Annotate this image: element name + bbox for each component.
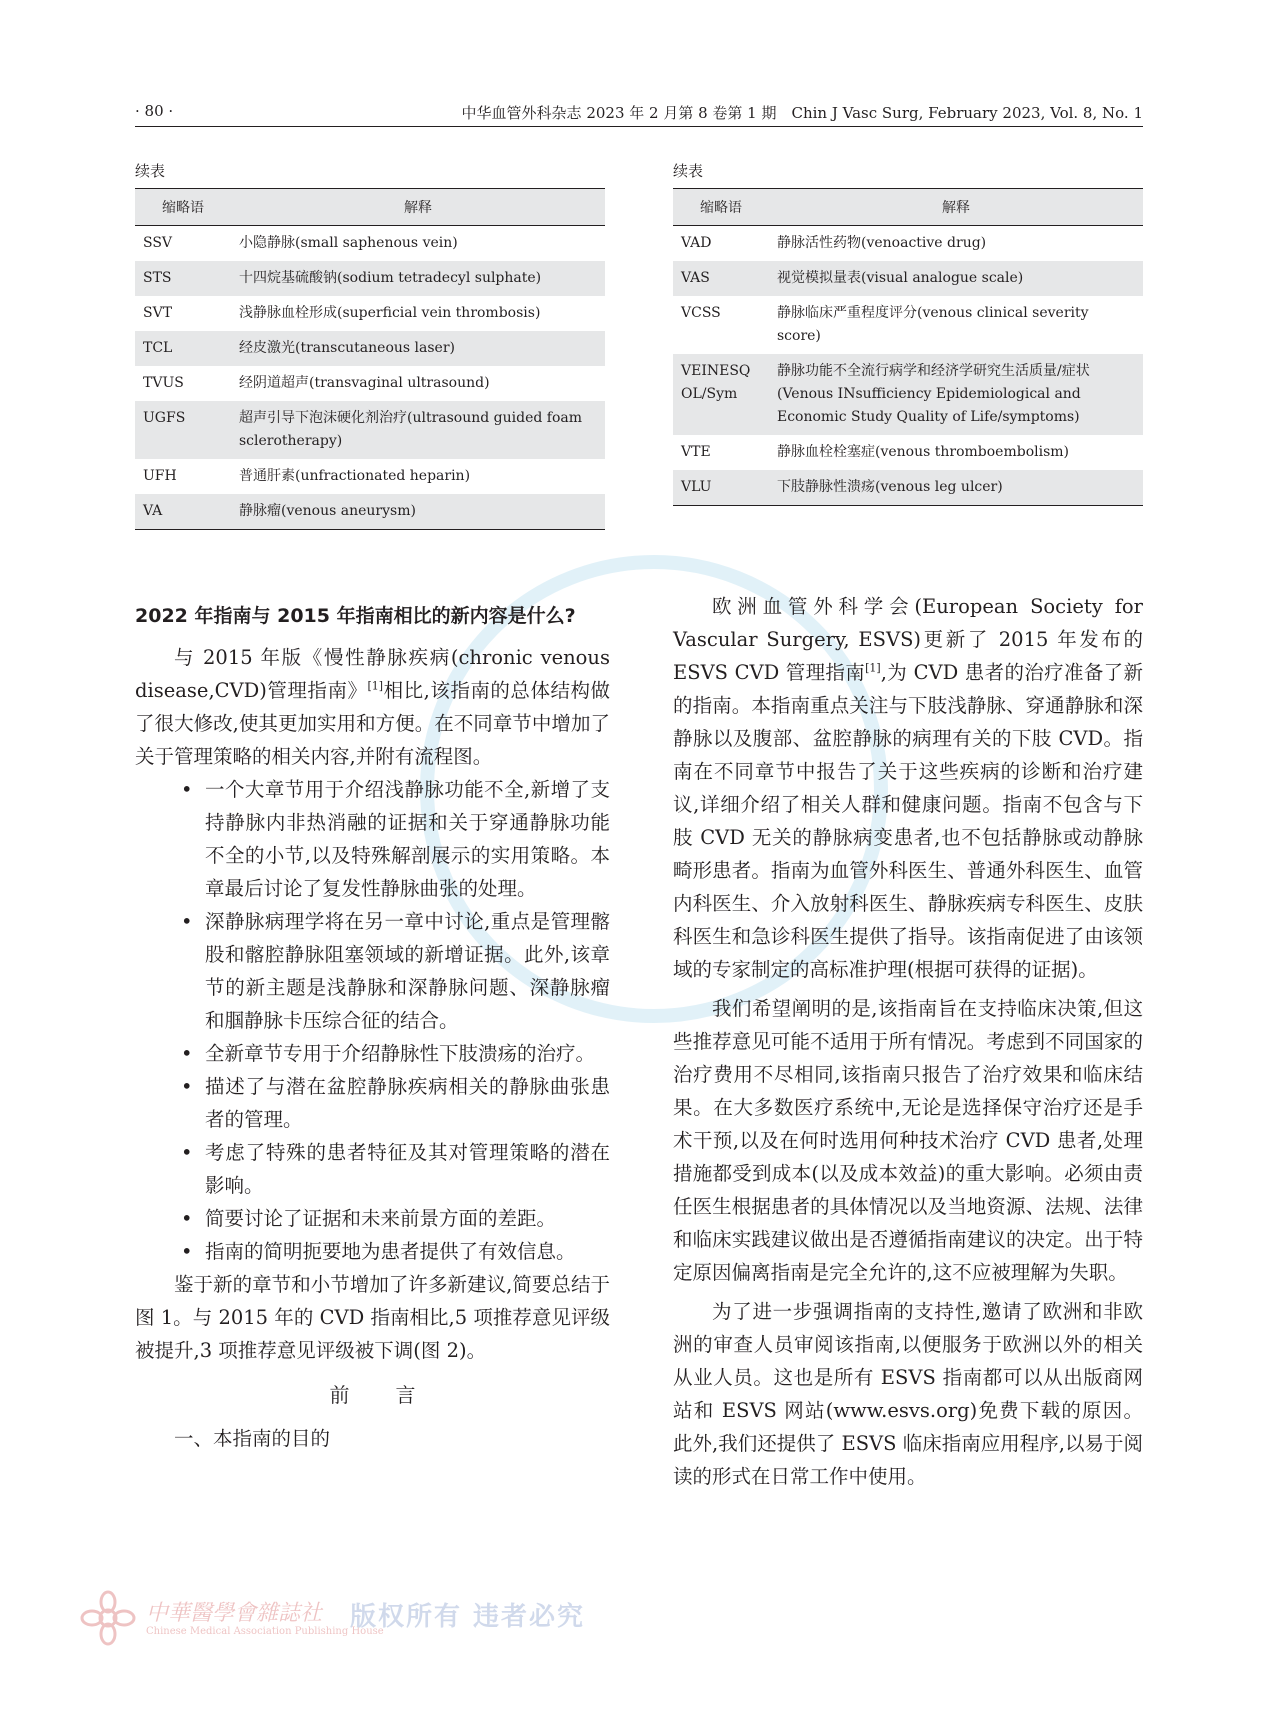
table-row: STS 十四烷基硫酸钠(sodium tetradecyl sulphate) — [135, 261, 605, 296]
table-row: UGFS 超声引导下泡沫硬化剂治疗(ultrasound guided foam sclerotherapy) — [135, 401, 605, 459]
list-item: • 全新章节专用于介绍静脉性下肢溃疡的治疗。 — [185, 1037, 610, 1070]
publisher-name-english: Chinese Medical Association Publishing House — [146, 1626, 384, 1637]
journal-citation: 中华血管外科杂志 2023 年 2 月第 8 卷第 1 期 Chin J Vasc Surg, February 2023, Vol. 8, No. 1 — [461, 104, 1143, 122]
table-row: TVUS 经阴道超声(transvaginal ultrasound) — [143, 375, 490, 391]
table-row: TCL 经皮激光(transcutaneous laser) — [135, 331, 605, 366]
column-header-abbreviation: 缩略语 — [673, 189, 769, 226]
table-row: VAD 静脉活性药物(venoactive drug) — [681, 235, 987, 251]
table-row: VCSS 静脉临床严重程度评分(venous clinical severity score) — [681, 305, 1089, 344]
publisher-name: 中華醫學會雜誌社 — [146, 1601, 323, 1626]
summary-paragraph: 鉴于新的章节和小节增加了许多新建议,简要总结于图 1。与 2015 年的 CVD 指南相比,5 项推荐意见评级被提升,3 项推荐意见评级被下调(图 2)。 — [135, 1273, 610, 1362]
running-header — [135, 100, 1143, 127]
table-row: SVT 浅静脉血栓形成(superficial vein thrombosis) — [143, 305, 541, 321]
table-row: VLU 下肢静脉性溃疡(venous leg ulcer) — [673, 470, 1143, 506]
list-item: • 描述了与潜在盆腔静脉疾病相关的静脉曲张患者的管理。 — [185, 1070, 610, 1136]
column-header-abbreviation: 缩略语 — [135, 189, 231, 226]
table-caption: 续表 — [673, 162, 704, 180]
copyright-notice: 版权所有 违者必究 — [350, 1602, 586, 1632]
right-text-column — [673, 590, 1143, 1493]
abbreviation-table-left — [135, 160, 605, 530]
table-row: SSV 小隐静脉(small saphenous vein) — [143, 235, 458, 251]
list-item: • 深静脉病理学将在另一章中讨论,重点是管理髂股和髂腔静脉阻塞领域的新增证据。此外,该章节的新主题是浅静脉和深静脉问题、深静脉瘤和腘静脉卡压综合征的结合。 — [185, 905, 610, 1037]
table-row: UFH 普通肝素(unfractionated heparin) — [143, 468, 471, 484]
list-item: • 考虑了特殊的患者特征及其对管理策略的潜在影响。 — [185, 1136, 610, 1202]
section-heading: 2022 年指南与 2015 年指南相比的新内容是什么? — [135, 605, 576, 627]
column-header-explanation: 解释 — [231, 189, 605, 226]
reference-marker: [1] — [367, 679, 384, 693]
changes-list — [135, 773, 610, 1268]
body-paragraph: 欧洲血管外科学会(European Society for Vascular Surgery, ESVS)更新了 2015 年发布的 ESVS CVD 管理指南[1],为 CVD 患者的治疗准备了新的指南。本指南重点关注与下肢浅静脉、穿通静脉和深静脉以及腹部、盆腔静脉的病理有关的下肢 CVD。指南在不同章节中报告了关于这些疾病的诊断和治疗建议,详细介绍了相关人群和健康问题。指南不包含与下肢 CVD 无关的静脉病变患者,也不包括静脉或动静脉畸形患者。指南为血管外科医生、普通外科医生、血管内科医生、介入放射科医生、静脉疾病专科医生、皮肤科医生和急诊科医生提供了指导。该指南促进了由该领域的专家制定的高标准护理(根据可获得的证据)。 — [673, 595, 1143, 981]
column-header-explanation: 解释 — [769, 189, 1143, 226]
abbreviation-table-right — [673, 160, 1143, 506]
table-row: VTE 静脉血栓栓塞症(venous thromboembolism) — [681, 444, 1070, 460]
list-item: • 一个大章节用于介绍浅静脉功能不全,新增了支持静脉内非热消融的证据和关于穿通静脉功能不全的小节,以及特殊解剖展示的实用策略。本章最后讨论了复发性静脉曲张的处理。 — [185, 773, 610, 905]
subsection-heading: 一、本指南的目的 — [174, 1427, 331, 1450]
publisher-watermark — [80, 1590, 600, 1648]
reference-marker: [1] — [865, 661, 881, 675]
list-item: • 简要讨论了证据和未来前景方面的差距。 — [185, 1202, 610, 1235]
section-title: 前言 — [329, 1383, 462, 1407]
flower-logo-icon — [80, 1590, 136, 1646]
table-row: VA 静脉瘤(venous aneurysm) — [135, 494, 605, 530]
page-number: · 80 · — [135, 102, 174, 120]
list-item: • 指南的简明扼要地为患者提供了有效信息。 — [185, 1235, 610, 1268]
left-text-column — [135, 600, 610, 1455]
table-row: VEINESQ OL/Sym 静脉功能不全流行病学和经济学研究生活质量/症状(Venous INsufficiency Epidemiological and Economic Study Quality of Life/symptoms) — [673, 354, 1143, 435]
intro-paragraph: 与 2015 年版《慢性静脉疾病(chronic venous disease,CVD)管理指南》[1]相比,该指南的总体结构做了很大修改,使其更加实用和方便。在不同章节中增加了关于管理策略的相关内容,并附有流程图。 — [135, 646, 611, 768]
table-row: VAS 视觉模拟量表(visual analogue scale) — [673, 261, 1143, 296]
table-caption: 续表 — [135, 162, 166, 180]
body-paragraph: 我们希望阐明的是,该指南旨在支持临床决策,但这些推荐意见可能不适用于所有情况。考虑到不同国家的治疗费用不尽相同,该指南只报告了治疗效果和临床结果。在大多数医疗系统中,无论是选择保守治疗还是手术干预,以及在何时选用何种技术治疗 CVD 患者,处理措施都受到成本(以及成本效益)的重大影响。必须由责任医生根据患者的具体情况以及当地资源、法规、法律和临床实践建议做出是否遵循指南建议的决定。出于特定原因偏离指南是完全允许的,这不应被理解为失职。 — [673, 997, 1143, 1284]
body-paragraph: 为了进一步强调指南的支持性,邀请了欧洲和非欧洲的审查人员审阅该指南,以便服务于欧洲以外的相关从业人员。这也是所有 ESVS 指南都可以从出版商网站和 ESVS 网站(www.esvs.org)免费下载的原因。此外,我们还提供了 ESVS 临床指南应用程序,以易于阅读的形式在日常工作中使用。 — [673, 1300, 1143, 1488]
